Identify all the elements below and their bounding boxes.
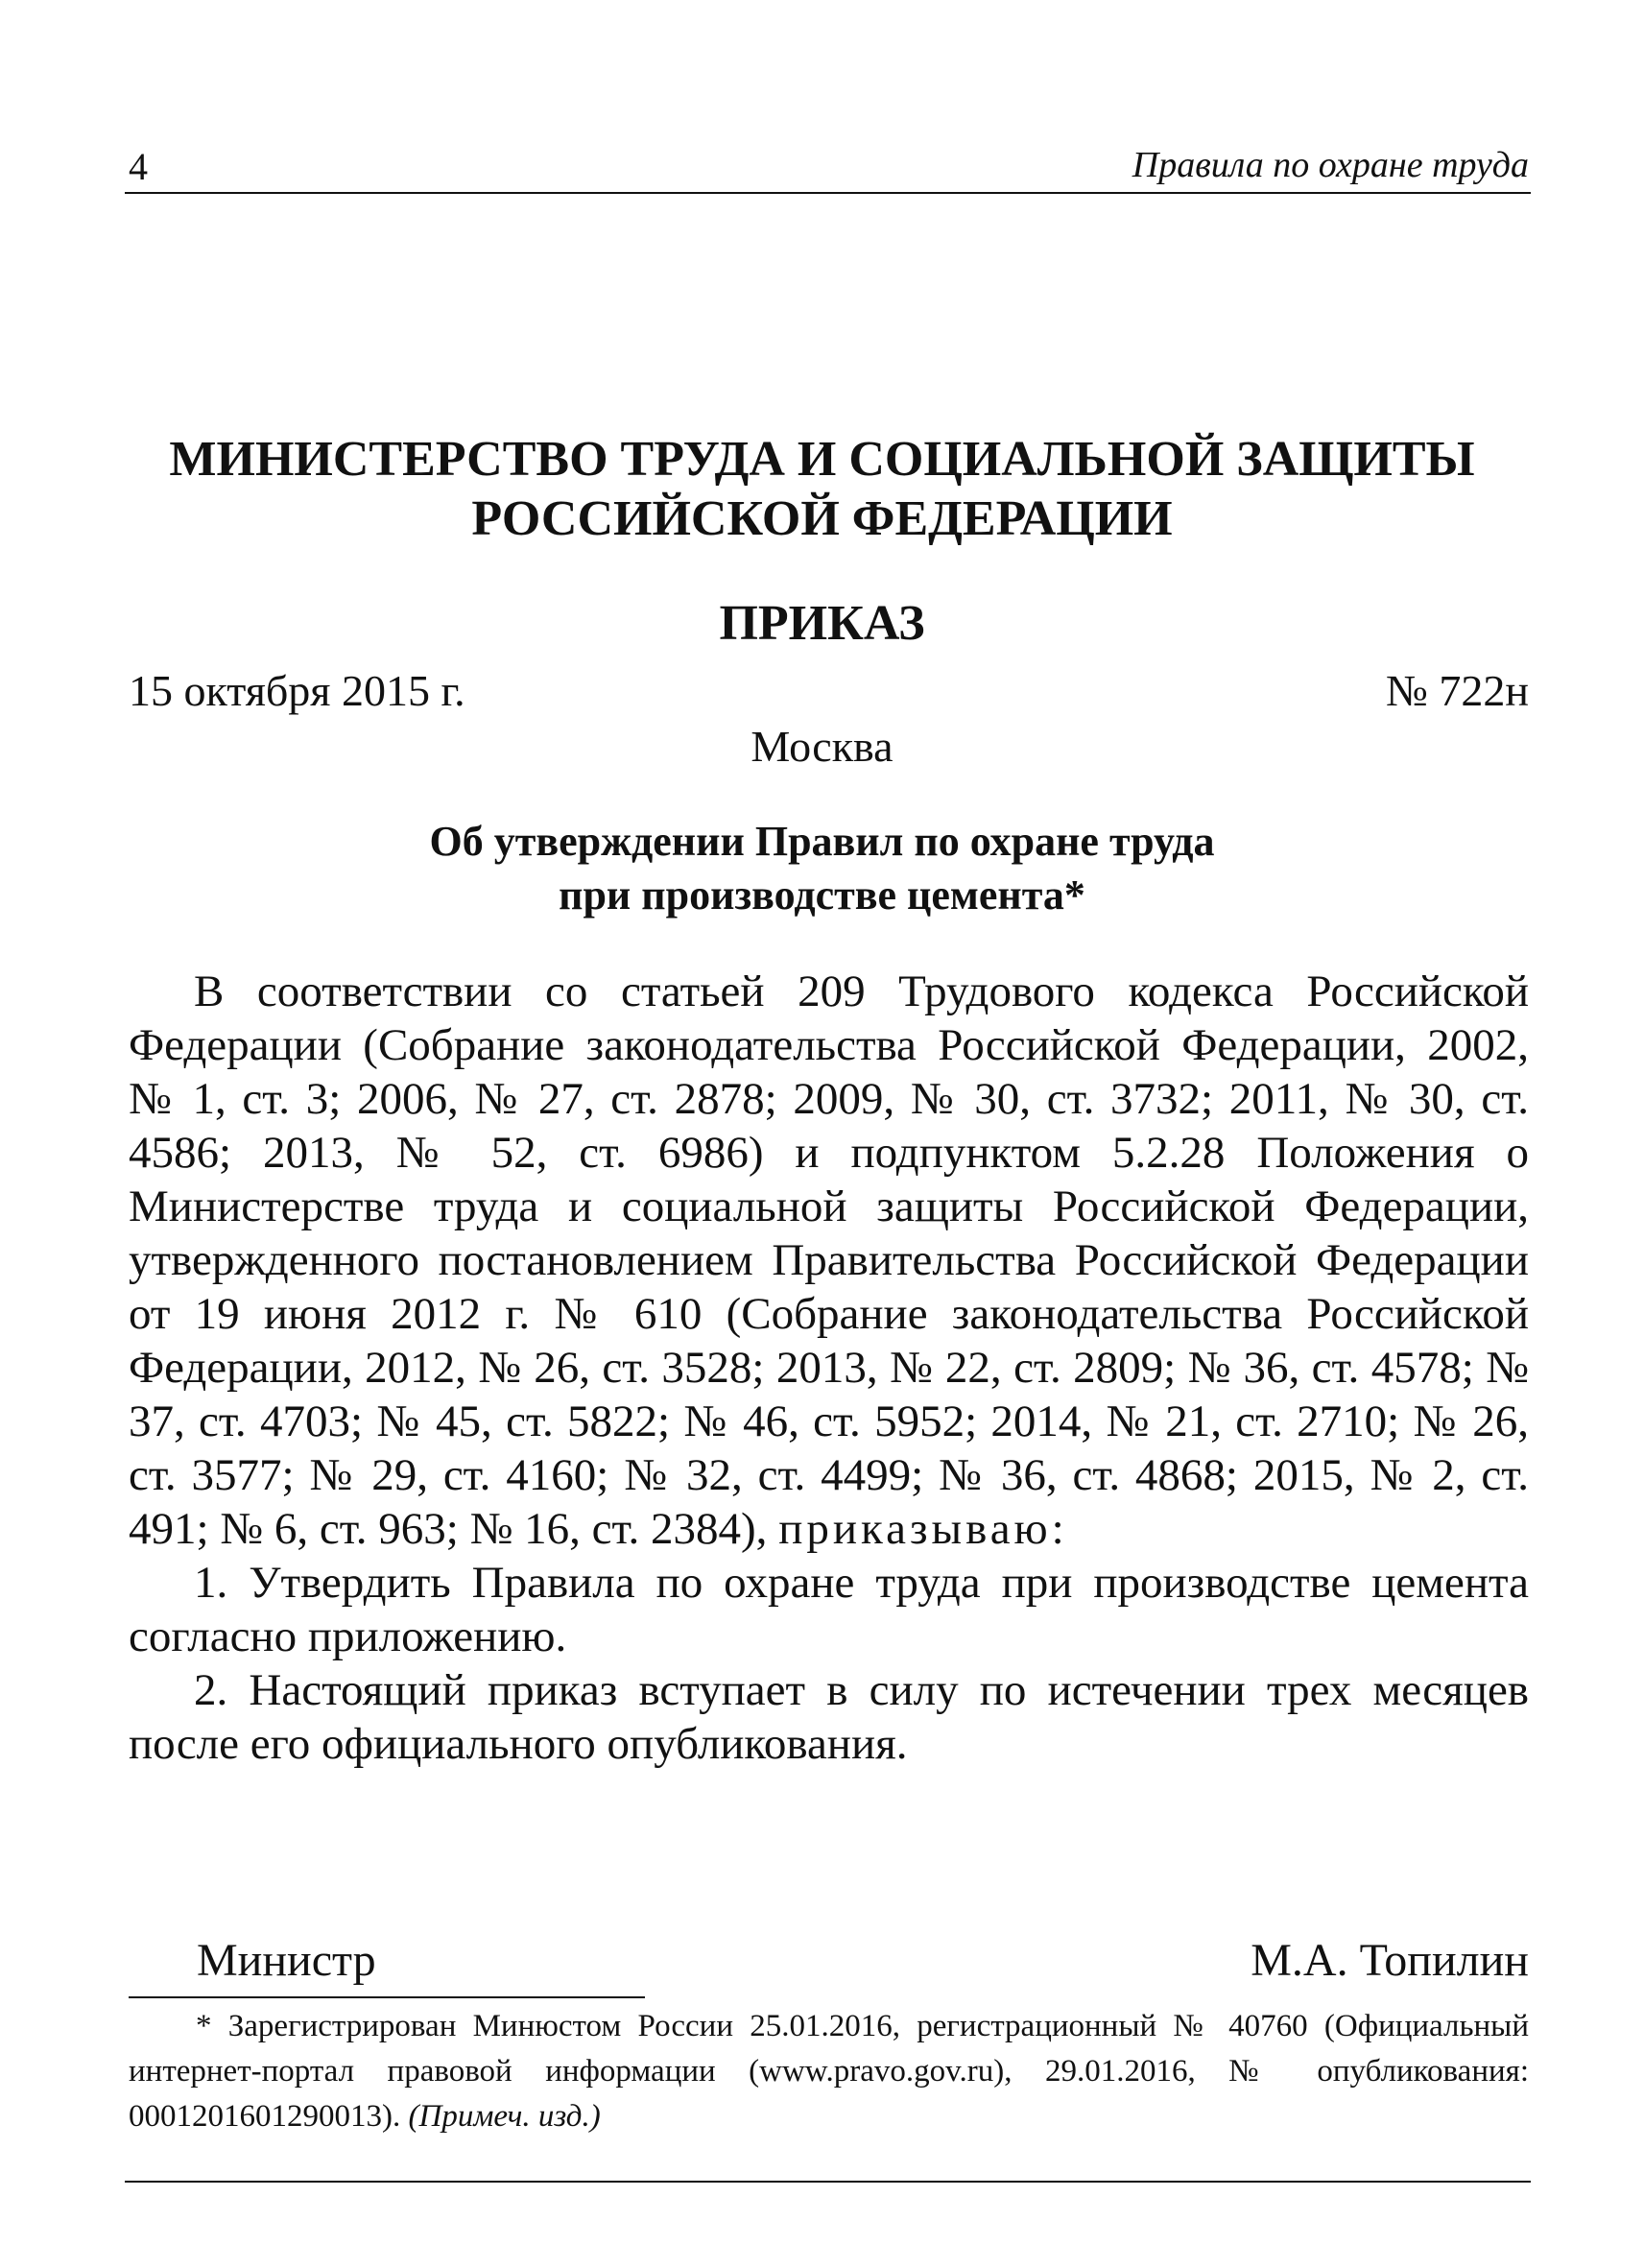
footnote xyxy=(129,2004,1529,2139)
footnote-text: * Зарегистрирован Минюстом России 25.01.2016, регистрационный № 40760 (Официальный интернет-портал правовой информации (www.pravo.gov.ru), 29.01.2016, № опубликования: 0001201601290013). xyxy=(129,2009,1529,2134)
subject-line-2: при производстве цемента* xyxy=(559,871,1085,919)
page-number: 4 xyxy=(129,145,148,188)
subject-line-1: Об утверждении Правил по охране труда xyxy=(429,818,1215,865)
order-word: приказываю: xyxy=(778,1504,1068,1554)
footnote-rule xyxy=(129,1996,645,1998)
preamble-paragraph xyxy=(129,965,1529,1556)
order-item-1: 1. Утвердить Правила по охране труда при производстве цемента согласно приложению. xyxy=(129,1558,1529,1661)
order-item-2: 2. Настоящий приказ вступает в силу по истечении трех месяцев после его официального опубликования. xyxy=(129,1665,1529,1769)
preamble-text: В соответствии со статьей 209 Трудового кодекса Российской Федерации (Собрание законодательства Российской Федерации, 2002, № 1, ст. 3; 2006, № 27, ст. 2878; 2009, № 30, ст. 3732; 2011, № 30, ст. 4586; 2013, № 52, ст. 6986) и подпунктом 5.2.28 Положения о Министерстве труда и социальной защиты Российской Федерации, утвержденного постановлением Правительства Российской Федерации от 19 июня 2012 г. № 610 (Собрание законодательства Российской Федерации, 2012, № 26, ст. 3528; 2013, № 22, ст. 2809; № 36, ст. 4578; № 37, ст. 4703; № 45, ст. 5822; № 46, ст. 5952; 2014, № 21, ст. 2710; № 26, ст. 3577; № 29, ст. 4160; № 32, ст. 4499; № 36, ст. 4868; 2015, № 2, ст. 491; № 6, ст. 963; № 16, ст. 2384), xyxy=(129,967,1529,1554)
document-date: 15 октября 2015 г. xyxy=(129,666,465,715)
footnote-paragraph xyxy=(129,2004,1529,2139)
signer-role: Министр xyxy=(197,1935,376,1986)
header-rule xyxy=(125,192,1531,194)
document-number: № 722н xyxy=(1385,666,1529,715)
bottom-rule xyxy=(125,2181,1531,2183)
running-title: Правила по охране труда xyxy=(1132,145,1529,185)
document-type: ПРИКАЗ xyxy=(719,596,925,651)
ministry-line-2: РОССИЙСКОЙ ФЕДЕРАЦИИ xyxy=(471,491,1173,546)
footnote-note: (Примеч. изд.) xyxy=(408,2099,601,2134)
body-text xyxy=(129,965,1529,1771)
signer-name: М.А. Топилин xyxy=(1251,1935,1529,1986)
document-subject xyxy=(0,815,1644,922)
ministry-line-1: МИНИСТЕРСТВО ТРУДА И СОЦИАЛЬНОЙ ЗАЩИТЫ xyxy=(169,432,1475,487)
document-city: Москва xyxy=(751,722,893,771)
ministry-heading xyxy=(0,430,1644,549)
